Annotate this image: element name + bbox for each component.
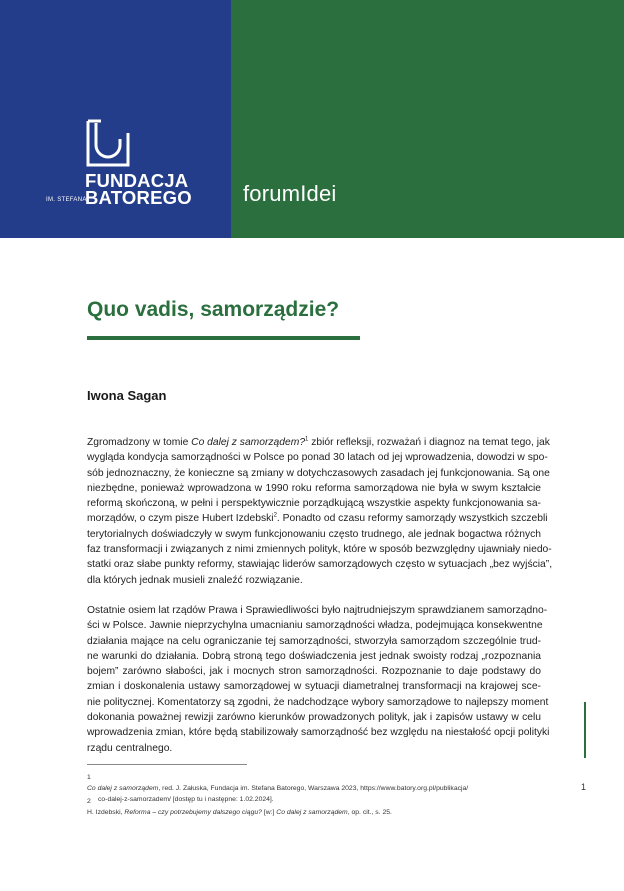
paragraph-line: wygląda kondycja samorządności w Polsce po ponad 30 latach od jej wprowadzenia, dowodzi w spo-	[87, 452, 548, 464]
paragraph-line: dla których jednak musieli znaleźć rozwiązanie.	[87, 574, 303, 586]
footnote-2	[87, 796, 541, 818]
foundation-name-line2: BATOREGO	[85, 187, 192, 208]
paragraph-line: rządu centralnego.	[87, 742, 173, 754]
paragraph-line: statki oraz słabe punkty reformy, stawiając liderów samorządowych często w sytuacjach „bez wyjścia”,	[87, 559, 553, 571]
page-margin-bar	[584, 702, 586, 758]
foundation-logo-icon	[85, 119, 131, 167]
series-name: forumIdei	[243, 181, 337, 206]
paragraph-line: zmian i doskonalenia ustawy samorządowej w sytuacji diametralnej transformacji na krajowej sce-	[87, 681, 541, 693]
paragraph-line: wprowadzenia zmian, które będą stabilizowały samorządność bez względu na niestałość opcji polityki	[87, 727, 550, 739]
title-underline	[87, 336, 360, 340]
foundation-name-line1: FUNDACJA	[85, 170, 189, 191]
paragraph-line: niezbędne, ponieważ wprowadzona w 1990 roku reforma samorządowa nie była w swym kształcie	[87, 482, 541, 494]
paragraph-2	[87, 603, 550, 756]
paragraph-line: reformą skończoną, w pełni i perspektywicznie porządkującą wszystkie aspekty funkcjonowania sa-	[87, 498, 541, 510]
paragraph-line: Ostatnie osiem lat rządów Prawa i Sprawiedliwości było najtrudniejszym sprawdzianem samorządno-	[87, 605, 548, 616]
footnote-line: 1 Co dalej z samorządem, red. J. Załuska, Fundacja im. Stefana Batorego, Warszawa 2023, https://www.batory.org.pl/publikacja/	[87, 774, 469, 792]
paragraph-line: działania mające na celu ograniczanie tej samorządności, stworzyła samorządom szczególnie trud-	[87, 635, 541, 647]
footnote-number: 1	[87, 774, 91, 781]
paragraph-1	[87, 435, 553, 588]
footnote-number: 2	[87, 798, 91, 805]
footnote-line: 2 H. Izdebski, Reforma – czy potrzebujemy dalszego ciągu? [w:] Co dalej z samorządem, op. cit., s. 25.	[87, 798, 392, 816]
document-title: Quo vadis, samorządzie?	[87, 298, 340, 321]
paragraph-line: ne warunki do działania. Dobrą stroną tego doświadczenia jest jednak swoisty rodzaj „rozpoznania	[87, 650, 541, 662]
footnote-line: co-dalej-z-samorzadem/ [dostęp tu i następne: 1.02.2024].	[98, 796, 274, 803]
paragraph-line: sób jednoznaczny, że konieczne są zmiany w dotychczasowych zasadach jej funkcjonowania. Są one	[87, 467, 550, 479]
paragraph-line: bojem” zarówno słabości, jak i mocnych stron samorządności. Rozpoznanie to daje podstawy do	[87, 666, 541, 678]
book-title: Co dalej z samorządem?	[191, 437, 306, 448]
paragraph-line: nie politycznej. Komentatorzy są zgodni, że nadchodzące wybory samorządowe to najlepszy moment	[87, 696, 549, 708]
page-number: 1	[581, 782, 587, 792]
foundation-name-prefix: IM. STEFANA	[46, 197, 87, 203]
footnote-ref: 1	[305, 436, 309, 443]
paragraph-line: dokonania poważnej rewizji zarówno kierunków prowadzonych polityk, jak i zapisów ustawy w celu	[87, 712, 541, 724]
paragraph-line: morządów, o czym pisze Hubert Izdebski$^2$. Ponadto od czasu reformy samorządy wszystkich szczebli	[87, 513, 548, 525]
foundation-name	[85, 172, 192, 206]
footnote-separator	[87, 764, 247, 765]
footnote-ref: 2	[273, 513, 277, 520]
author-name: Iwona Sagan	[87, 388, 167, 403]
paragraph-line: faz transformacji i związanych z nimi zmiennych polityk, które w sposób bezwzględny ujawniały niedo-	[87, 544, 552, 556]
paragraph-line: terytorialnych doświadczyły w swym funkcjonowaniu często trudnego, ale jednak bogactwa różnych	[87, 528, 541, 540]
paragraph-line: Zgromadzony w tomie Co dalej z samorządem?$^1$ zbiór refleksji, rozważań i diagnoz na temat tego, jak	[87, 436, 550, 448]
paragraph-line: ści w Polsce. Jawnie nieprzychylna umacnianiu samorządności władza, podejmująca konsekwentne	[87, 620, 543, 632]
